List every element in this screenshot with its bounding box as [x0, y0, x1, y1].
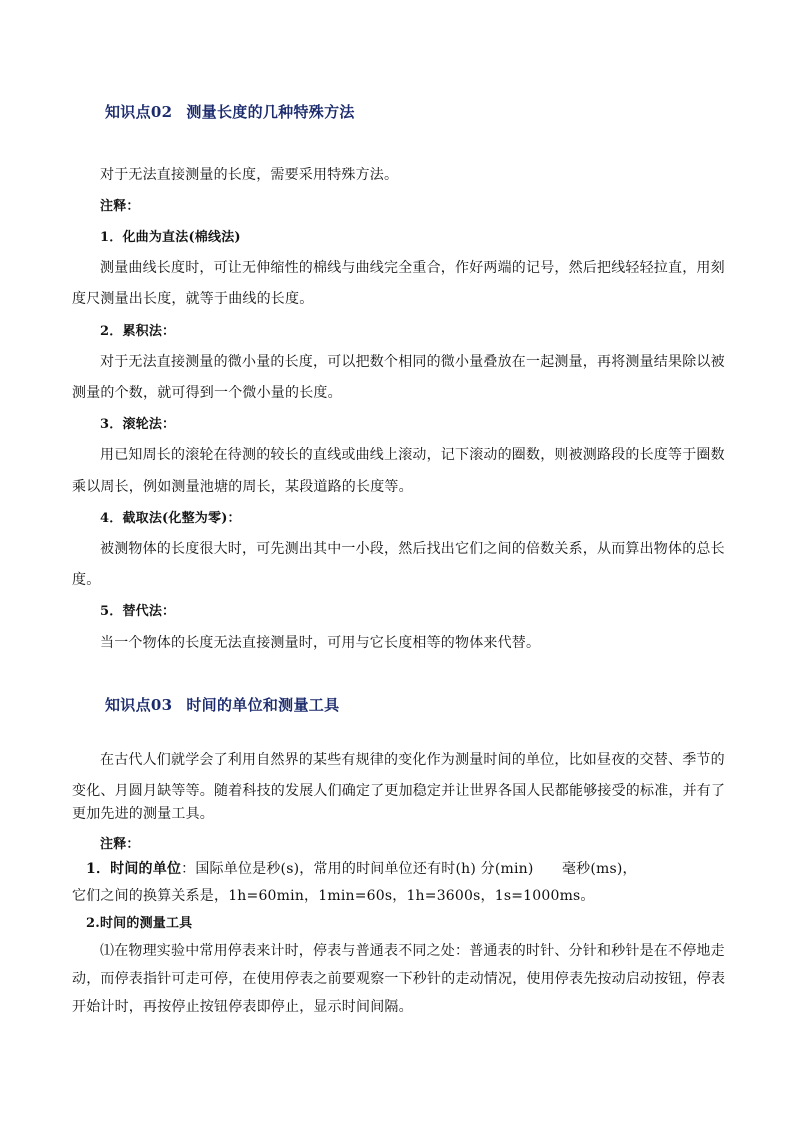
time-unit-label: 1．时间的单位 — [86, 861, 182, 877]
section-03-note-label: 注释： — [100, 837, 140, 852]
section-02-number: 知识点02 — [105, 103, 173, 121]
item-2-title: 2．累积法： — [100, 324, 176, 339]
item-2-line-2: 测量的个数，就可得到一个微小量的长度。 — [72, 385, 342, 401]
item-1-title: 1．化曲为直法(棉线法) — [100, 230, 241, 245]
section-02-heading — [105, 101, 355, 122]
paragraph-line-2: 变化、月圆月缺等等。随着科技的发展人们确定了更加稳定并让世界各国人民都能够接受的标准，并有了 — [72, 783, 726, 799]
item-1-line-1: 测量曲线长度时，可让无伸缩性的棉线与曲线完全重合，作好两端的记号，然后把线轻轻拉直，用刻 — [100, 260, 725, 276]
time-unit-text: ：国际单位是秒(s)，常用的时间单位还有时(h) 分(min) 毫秒(ms)， — [181, 861, 637, 877]
item-5-line-1: 当一个物体的长度无法直接测量时，可用与它长度相等的物体来代替。 — [100, 635, 541, 651]
measure-tool-line-1: ⑴在物理实验中常用停表来计时，停表与普通表不同之处：普通表的时针、分针和秒针是在不停地走 — [100, 943, 725, 959]
item-4-title: 4．截取法(化整为零)： — [100, 511, 241, 526]
section-02-title: 测量长度的几种特殊方法 — [186, 103, 355, 121]
item-3-line-2: 乘以周长，例如测量池塘的周长，某段道路的长度等。 — [72, 479, 413, 495]
paragraph-line-3: 更加先进的测量工具。 — [72, 806, 214, 822]
section-03-title: 时间的单位和测量工具 — [186, 696, 340, 714]
time-unit-line-1 — [86, 858, 637, 878]
time-unit-line-2: 它们之间的换算关系是，1h=60min，1min=60s，1h=3600s，1s=1000ms。 — [72, 888, 595, 904]
measure-tool-line-2: 动，而停表指针可走可停，在使用停表之前要观察一下秒针的走动情况，使用停表先按动启动按钮，停表 — [72, 971, 726, 987]
item-1-line-2: 度尺测量出长度，就等于曲线的长度。 — [72, 291, 314, 307]
item-4-line-2: 度。 — [72, 572, 101, 588]
item-5-title: 5．替代法： — [100, 604, 176, 619]
section-03-heading — [105, 694, 339, 715]
item-3-line-1: 用已知周长的滚轮在待测的较长的直线或曲线上滚动，记下滚动的圈数，则被测路段的长度等于圈数 — [100, 447, 725, 463]
section-03-number: 知识点03 — [105, 696, 173, 714]
item-4-line-1: 被测物体的长度很大时，可先测出其中一小段，然后找出它们之间的倍数关系，从而算出物体的总长 — [100, 541, 725, 557]
section-02-note-label: 注释： — [100, 199, 140, 214]
item-3-title: 3．滚轮法： — [100, 417, 176, 432]
item-2-line-1: 对于无法直接测量的微小量的长度，可以把数个相同的微小量叠放在一起测量，再将测量结果除以被 — [100, 354, 725, 370]
measure-tool-title: 2.时间的测量工具 — [86, 916, 193, 931]
paragraph-line-1: 在古代人们就学会了利用自然界的某些有规律的变化作为测量时间的单位，比如昼夜的交替、季节的 — [100, 752, 725, 768]
measure-tool-line-3: 开始计时，再按停止按钮停表即停止，显示时间间隔。 — [72, 999, 413, 1015]
section-02-intro: 对于无法直接测量的长度，需要采用特殊方法。 — [100, 167, 399, 183]
